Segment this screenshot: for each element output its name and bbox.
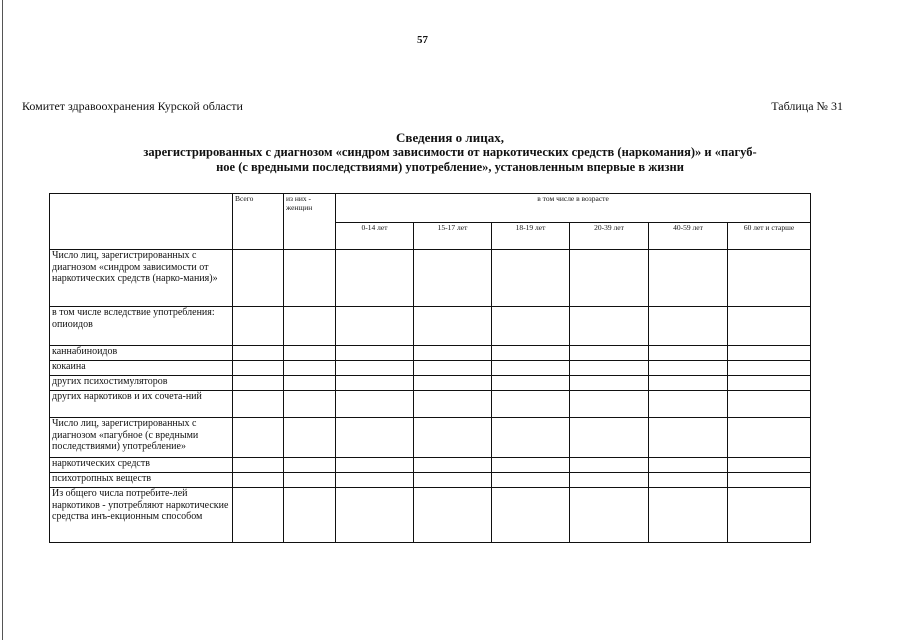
header-age-18-19: 18-19 лет — [492, 223, 570, 250]
table-row — [50, 361, 811, 376]
page-number: 57 — [417, 34, 428, 46]
organization-name: Комитет здравоохранения Курской области — [22, 99, 243, 113]
header-age-group: в том числе в возрасте — [336, 194, 811, 223]
table-number: Таблица № 31 — [771, 99, 843, 113]
row-label: наркотических средств — [50, 458, 233, 473]
table-row — [50, 307, 811, 346]
header-age-60-plus: 60 лет и старше — [728, 223, 811, 250]
table-row — [50, 346, 811, 361]
row-label: других наркотиков и их сочета-ний — [50, 391, 233, 418]
row-label: кокаина — [50, 361, 233, 376]
page-edge — [2, 0, 3, 640]
header-age-0-14: 0-14 лет — [336, 223, 414, 250]
table-row — [50, 488, 811, 543]
header-empty-cell — [50, 194, 233, 250]
row-label: Из общего числа потребите-лей наркотиков - употребляют наркотические средства инъ-екционным способом — [50, 488, 233, 543]
table-row — [50, 250, 811, 307]
row-label: Число лиц, зарегистрированных с диагнозом «пагубное (с вредными последствиями) употребление» — [50, 418, 233, 458]
table-row — [50, 473, 811, 488]
title-line-2: зарегистрированных с диагнозом «синдром зависимости от наркотических средств (наркомания)» и «пагуб- — [143, 145, 757, 159]
header-age-15-17: 15-17 лет — [414, 223, 492, 250]
header-women: из них - женщин — [284, 194, 336, 250]
statistics-table — [49, 193, 811, 543]
table-row — [50, 391, 811, 418]
header-age-40-59: 40-59 лет — [649, 223, 728, 250]
header-total: Всего — [233, 194, 284, 250]
table-row — [50, 458, 811, 473]
table-row — [50, 376, 811, 391]
row-label: Число лиц, зарегистрированных с диагнозом «синдром зависимости от наркотических средств (нарко-мания)» — [50, 250, 233, 307]
table-row — [50, 418, 811, 458]
row-label: психотропных веществ — [50, 473, 233, 488]
title-line-1: Сведения о лицах, — [396, 130, 504, 145]
row-label: каннабиноидов — [50, 346, 233, 361]
row-label: в том числе вследствие употребления: опиоидов — [50, 307, 233, 346]
title-line-3: ное (с вредными последствиями) употребление», установленным впервые в жизни — [216, 160, 684, 174]
header-age-20-39: 20-39 лет — [570, 223, 649, 250]
row-label: других психостимуляторов — [50, 376, 233, 391]
document-title — [40, 130, 860, 175]
